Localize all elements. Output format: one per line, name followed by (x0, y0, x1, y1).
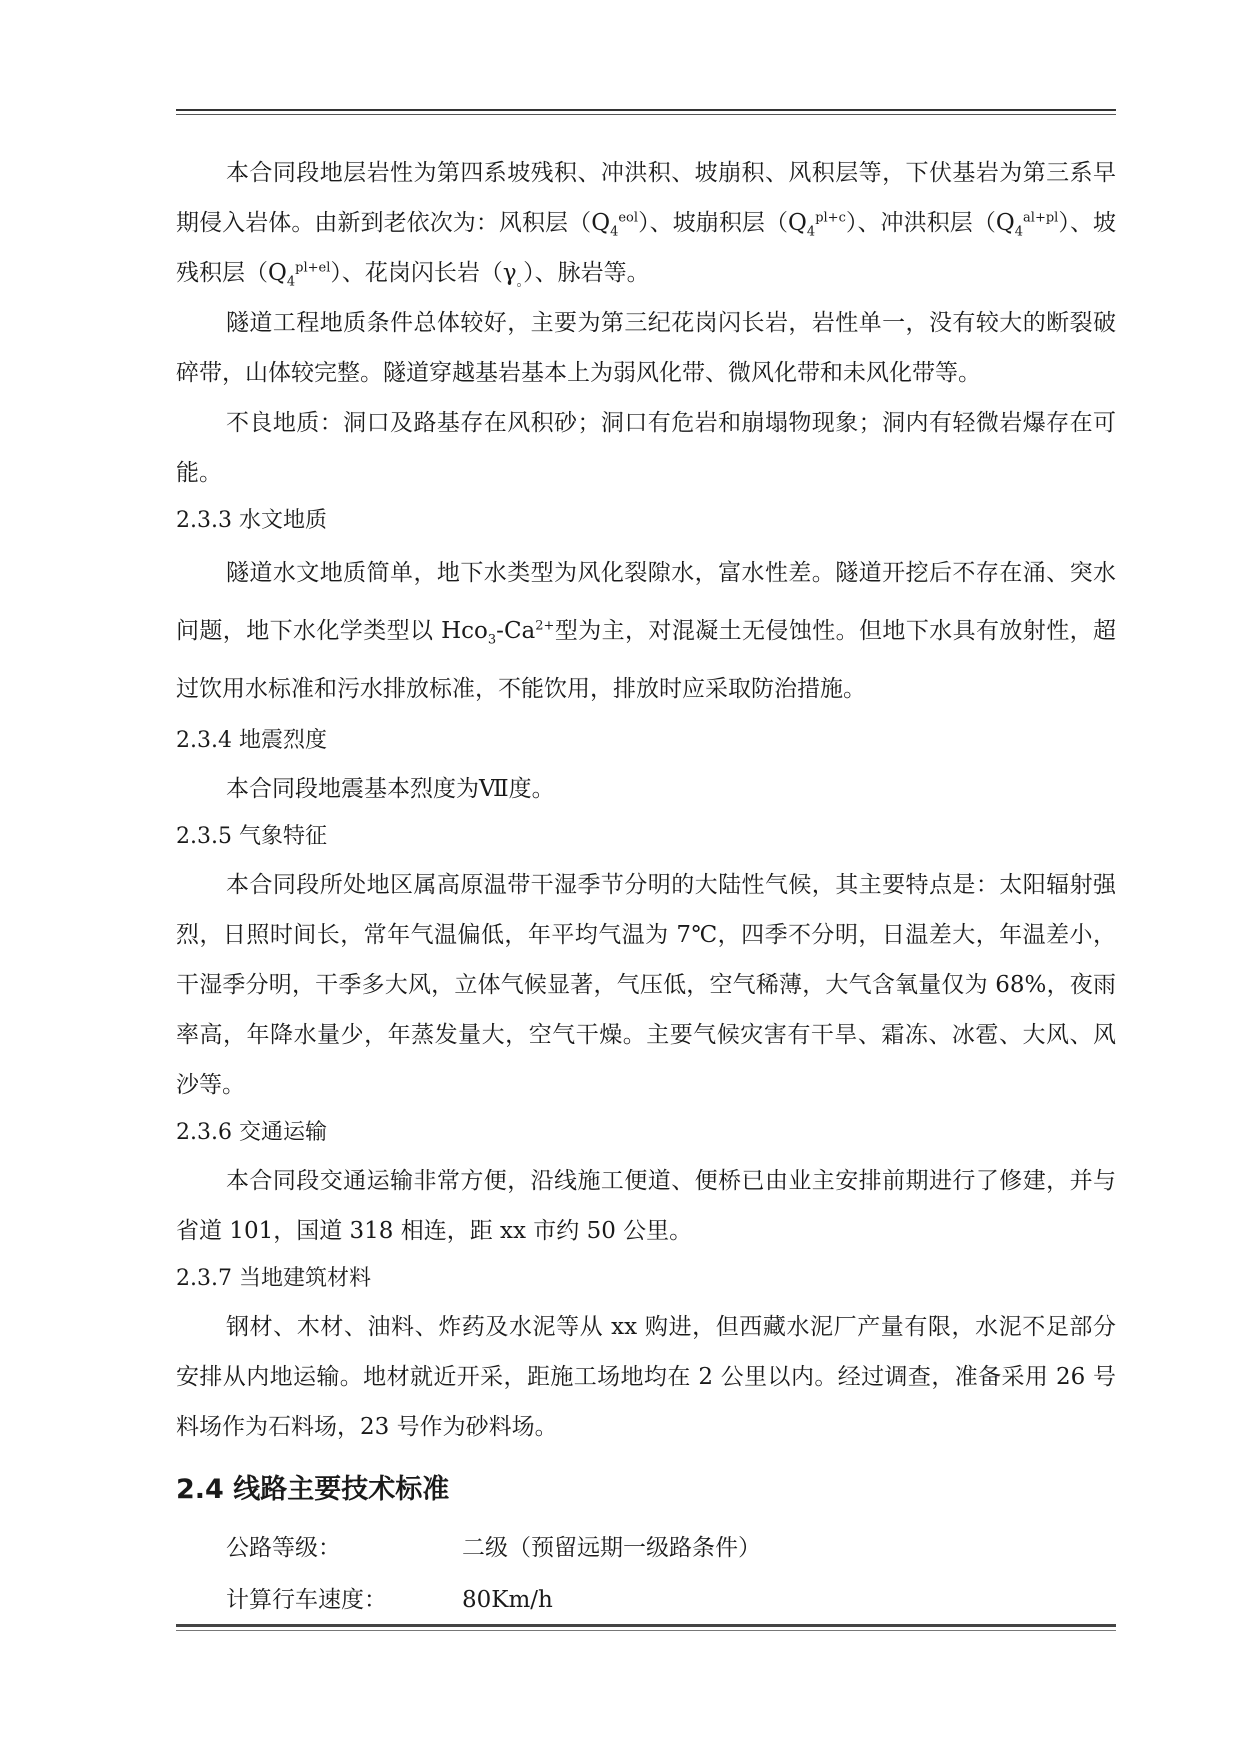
geology-paragraph: 本合同段地层岩性为第四系坡残积、冲洪积、坡崩积、风积层等，下伏基岩为第三系早期侵入岩体。由新到老依次为：风积层$(Q_4^{eol})$、坡崩积层$(Q_4^{pl+c})$、冲洪积层$(Q_4^{al+pl})$、坡残积层$(Q_4^{pl+el})$、花岗闪长岩$(\gamma_。)$、脉岩等。 (176, 160, 1117, 290)
seismic-heading: 2.3.4 地震烈度 (176, 728, 327, 753)
spec-key: 计算行车速度： (226, 1587, 387, 1613)
footer-rule-thin (176, 1630, 1116, 1631)
header-rule (176, 109, 1116, 111)
hydro-paragraph: 隧道水文地质简单，地下水类型为风化裂隙水，富水性差。隧道开挖后不存在涌、突水问题，地下水化学类型以 $Hco_3-Ca^{2+}$型为主，对混凝土无侵蚀性。但地下水具有放射性，超过饮用水标准和污水排放标准，不能饮用，排放时应采取防治措施。 (176, 560, 1116, 702)
header-rule-thin (176, 114, 1116, 115)
traffic-heading: 2.3.6 交通运输 (176, 1120, 327, 1145)
adverse-geology-paragraph: 不良地质：洞口及路基存在风积砂；洞口有危岩和崩塌物现象；洞内有轻微岩爆存在可能。 (176, 410, 1116, 486)
tunnel-geology-paragraph: 隧道工程地质条件总体较好，主要为第三纪花岗闪长岩，岩性单一，没有较大的断裂破碎带，山体较完整。隧道穿越基岩基本上为弱风化带、微风化带和未风化带等。 (176, 310, 1116, 386)
document-body (176, 148, 1116, 1626)
traffic-paragraph: 本合同段交通运输非常方便，沿线施工便道、便桥已由业主安排前期进行了修建，并与省道 101，国道 318 相连，距 xx 市约 50 公里。 (176, 1168, 1116, 1244)
footer-rule (176, 1624, 1116, 1627)
hydro-heading: 2.3.3 水文地质 (176, 508, 327, 533)
materials-paragraph: 钢材、木材、油料、炸药及水泥等从 xx 购进，但西藏水泥厂产量有限，水泥不足部分安排从内地运输。地材就近开采，距施工场地均在 2 公里以内。经过调查，准备采用 26 号料场作为石料场，23 号作为砂料场。 (176, 1314, 1116, 1440)
spec-row-design-speed (176, 1574, 1116, 1626)
seismic-paragraph: 本合同段地震基本烈度为Ⅶ度。 (226, 776, 555, 802)
standards-heading: 2.4 线路主要技术标准 (176, 1474, 450, 1505)
spec-value: 80Km/h (462, 1587, 553, 1613)
spec-value: 二级（预留远期一级路条件） (462, 1535, 761, 1561)
climate-heading: 2.3.5 气象特征 (176, 824, 327, 849)
climate-paragraph: 本合同段所处地区属高原温带干湿季节分明的大陆性气候，其主要特点是：太阳辐射强烈，日照时间长，常年气温偏低，年平均气温为 7℃，四季不分明，日温差大，年温差小，干湿季分明，干季多大风，立体气候显著，气压低，空气稀薄，大气含氧量仅为 68%，夜雨率高，年降水量少，年蒸发量大，空气干燥。主要气候灾害有干旱、霜冻、冰雹、大风、风沙等。 (176, 872, 1116, 1098)
spec-key: 公路等级： (226, 1535, 341, 1561)
spec-row-road-grade (176, 1522, 1116, 1574)
materials-heading: 2.3.7 当地建筑材料 (176, 1266, 371, 1291)
